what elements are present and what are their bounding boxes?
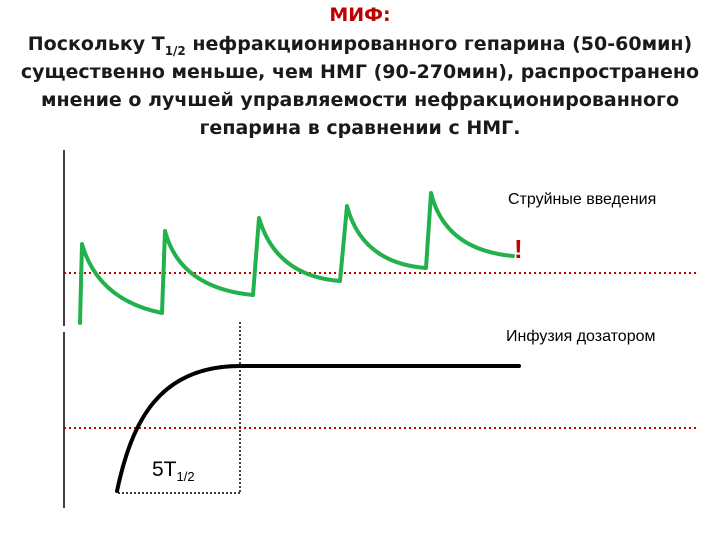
half-life-main: 5T — [152, 458, 177, 481]
infusion-label: Инфузия дозатором — [506, 328, 656, 345]
statement-part-1: Поскольку Т — [27, 33, 165, 55]
slide-title: МИФ: — [329, 4, 391, 26]
warning-mark: ! — [514, 234, 523, 264]
statement-subscript: 1/2 — [164, 43, 186, 58]
statement-part-2: нефракционированного гепарина (50-60мин) существенно меньше, чем НМГ (90-270мин), распространено мнение о лучшей управляемости нефракционированного гепарина в сравнении с НМГ. — [20, 33, 700, 139]
half-life-sub: 1/2 — [176, 469, 195, 485]
half-life-label — [152, 458, 195, 484]
bolus-label: Струйные введения — [508, 191, 657, 208]
bolus-concentration-curve — [80, 193, 513, 323]
